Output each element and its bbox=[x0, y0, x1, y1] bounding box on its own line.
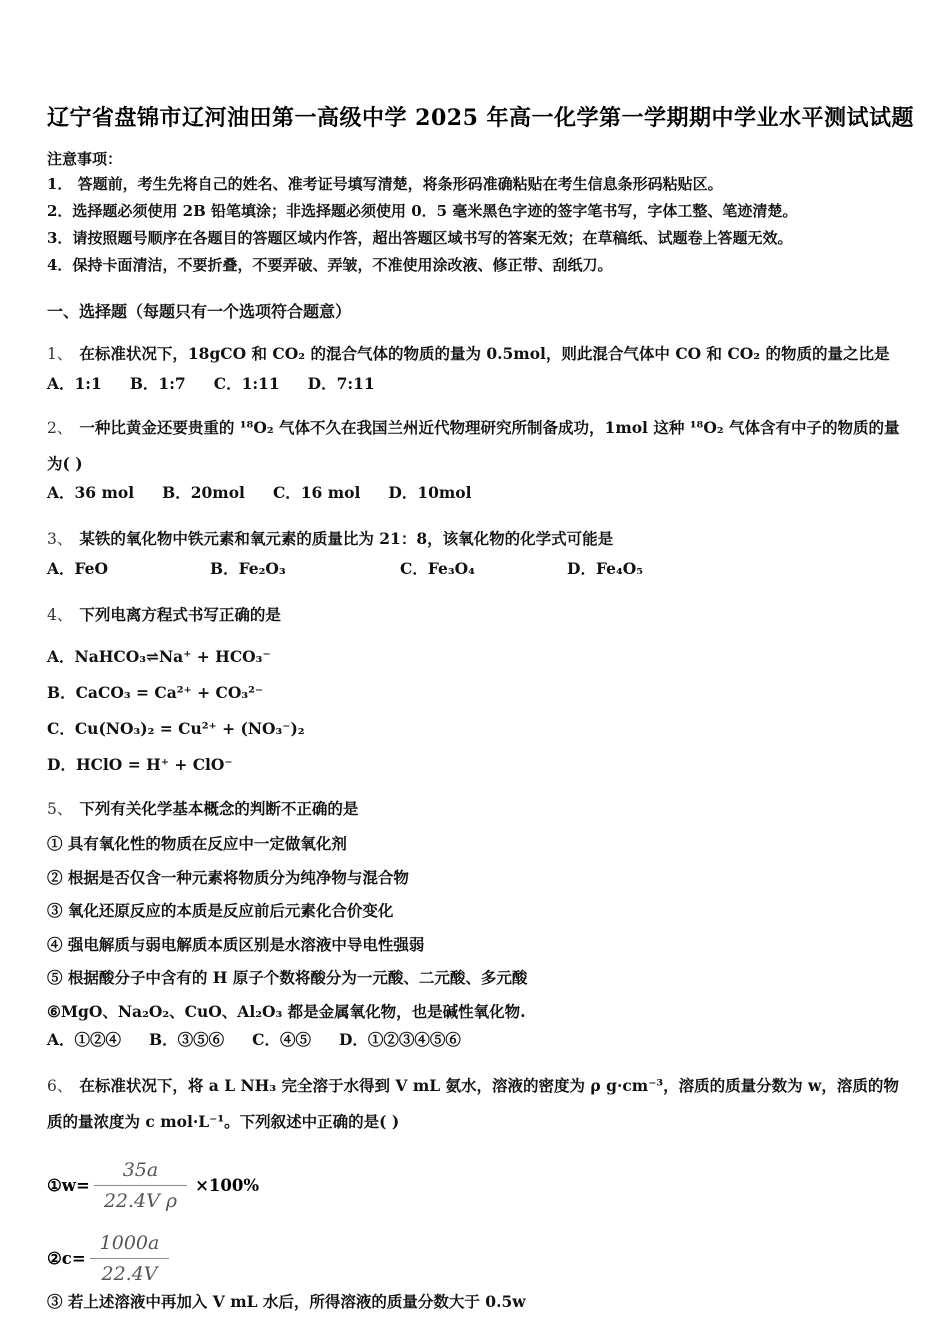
q5-options bbox=[47, 1028, 908, 1052]
q6-formula-c-numerator: 1000a bbox=[99, 1232, 160, 1254]
q6-formula-c-prefix: ②c= bbox=[47, 1249, 86, 1268]
q4-option-b: B．CaCO₃ = Ca²⁺ + CO₃²⁻ bbox=[47, 683, 264, 702]
q5-option-c: C．④⑤ bbox=[252, 1030, 311, 1049]
q6-stem: 在标准状况下，将 a L NH₃ 完全溶于水得到 V mL 氨水，溶液的密度为 ρ g·cm⁻³，溶质的质量分数为 w，溶质的物质的量浓度为 c mol·L⁻¹。下列叙述中正确的是( ) bbox=[47, 1076, 899, 1131]
question-5 bbox=[47, 791, 908, 1052]
q1-option-c: C．1:11 bbox=[213, 374, 280, 393]
q5-option-b: B．③⑤⑥ bbox=[149, 1030, 225, 1049]
q2-stem-line bbox=[47, 410, 908, 481]
fraction bbox=[94, 1159, 187, 1212]
q1-stem-line bbox=[47, 336, 908, 372]
q3-option-c: C．Fe₃O₄ bbox=[400, 559, 475, 578]
q3-option-a: A．FeO bbox=[47, 559, 109, 578]
notice-item: 4．保持卡面清洁，不要折叠，不要弄破、弄皱，不准使用涂改液、修正带、刮纸刀。 bbox=[47, 256, 613, 274]
q4-option-c: C．Cu(NO₃)₂ = Cu²⁺ + (NO₃⁻)₂ bbox=[47, 719, 305, 738]
q5-option-a: A．①②④ bbox=[47, 1030, 122, 1049]
q3-option-b: B．Fe₂O₃ bbox=[210, 559, 286, 578]
q5-statement-5: ⑤ 根据酸分子中含有的 H 原子个数将酸分为一元酸、二元酸、多元酸 bbox=[47, 968, 528, 987]
q5-statement-2: ② 根据是否仅含一种元素将物质分为纯净物与混合物 bbox=[47, 867, 409, 887]
fraction bbox=[90, 1232, 170, 1285]
q6-formula-w-numerator: 35a bbox=[122, 1159, 159, 1181]
q2-option-a: A．36 mol bbox=[47, 483, 135, 502]
q1-option-a: A．1:1 bbox=[47, 374, 102, 393]
q6-stem-line bbox=[47, 1068, 908, 1139]
q6-formula-w-suffix: ×100% bbox=[195, 1176, 260, 1195]
q5-statement-4: ④ 强电解质与弱电解质本质区别是水溶液中导电性强弱 bbox=[47, 934, 425, 954]
q5-stem-line bbox=[47, 791, 908, 827]
q5-stem: 下列有关化学基本概念的判断不正确的是 bbox=[79, 799, 359, 818]
q1-stem: 在标准状况下，18gCO 和 CO₂ 的混合气体的物质的量为 0.5mol，则此混合气体中 CO 和 CO₂ 的物质的量之比是 bbox=[79, 344, 890, 363]
q2-options bbox=[47, 481, 908, 505]
q6-formula-c-denominator: 22.4V bbox=[90, 1258, 170, 1285]
section-heading: 一、选择题（每题只有一个选项符合题意） bbox=[47, 302, 352, 321]
q6-formula-c bbox=[47, 1232, 908, 1285]
q4-number: 4、 bbox=[47, 606, 73, 624]
q3-stem: 某铁的氧化物中铁元素和氧元素的质量比为 21：8，该氧化物的化学式可能是 bbox=[79, 529, 614, 548]
q6-formula-w-prefix: ①w= bbox=[47, 1176, 90, 1195]
q5-statement-1: ① 具有氧化性的物质在反应中一定做氧化剂 bbox=[47, 834, 347, 853]
q4-option-a: A．NaHCO₃⇌Na⁺ + HCO₃⁻ bbox=[47, 647, 271, 666]
q3-stem-line bbox=[47, 521, 908, 557]
q6-number: 6、 bbox=[47, 1077, 73, 1095]
question-6 bbox=[47, 1068, 908, 1319]
q5-statement-3: ③ 氧化还原反应的本质是反应前后元素化合价变化 bbox=[47, 901, 394, 920]
q5-number: 5、 bbox=[47, 800, 73, 818]
q1-option-b: B．1:7 bbox=[129, 374, 186, 393]
notice-section bbox=[47, 148, 908, 279]
q1-options bbox=[47, 372, 908, 396]
q5-statement-6: ⑥MgO、Na₂O₂、CuO、Al₂O₃ 都是金属氧化物，也是碱性氧化物. bbox=[47, 1001, 526, 1021]
q3-option-d: D．Fe₄O₅ bbox=[567, 559, 644, 578]
page-title: 辽宁省盘锦市辽河油田第一高级中学 2025 年高一化学第一学期期中学业水平测试试题 bbox=[47, 105, 915, 131]
question-3 bbox=[47, 521, 908, 581]
q1-option-d: D．7:11 bbox=[307, 374, 375, 393]
question-1 bbox=[47, 336, 908, 396]
q6-statement-3: ③ 若上述溶液中再加入 V mL 水后，所得溶液的质量分数大于 0.5w bbox=[47, 1292, 526, 1311]
q2-number: 2、 bbox=[47, 419, 73, 437]
q2-option-b: B．20mol bbox=[162, 483, 245, 502]
q3-number: 3、 bbox=[47, 530, 73, 548]
q4-option-d: D．HClO = H⁺ + ClO⁻ bbox=[47, 755, 233, 774]
notice-item: 3．请按照题号顺序在各题目的答题区域内作答，超出答题区域书写的答案无效；在草稿纸、试题卷上答题无效。 bbox=[47, 229, 793, 247]
q2-option-c: C．16 mol bbox=[272, 483, 361, 502]
q5-option-d: D．①②③④⑤⑥ bbox=[338, 1030, 461, 1049]
notice-item: 2．选择题必须使用 2B 铅笔填涂；非选择题必须使用 0．5 毫米黑色字迹的签字笔书写，字体工整、笔迹清楚。 bbox=[47, 202, 798, 220]
q3-options bbox=[47, 557, 908, 581]
q2-option-d: D．10mol bbox=[388, 483, 472, 502]
q2-stem: 一种比黄金还要贵重的 ¹⁸O₂ 气体不久在我国兰州近代物理研究所制备成功，1mol 这种 ¹⁸O₂ 气体含有中子的物质的量为( ) bbox=[47, 418, 900, 473]
question-2 bbox=[47, 410, 908, 505]
notice-item: 1． 答题前，考生先将自己的姓名、准考证号填写清楚，将条形码准确粘贴在考生信息条形码粘贴区。 bbox=[47, 175, 723, 193]
q1-number: 1、 bbox=[47, 345, 73, 363]
notice-heading: 注意事项： bbox=[47, 150, 123, 168]
q4-stem: 下列电离方程式书写正确的是 bbox=[79, 605, 281, 624]
q4-stem-line bbox=[47, 597, 908, 633]
question-4 bbox=[47, 597, 908, 777]
q6-formula-w bbox=[47, 1159, 908, 1212]
q6-formula-w-denominator: 22.4V ρ bbox=[94, 1185, 187, 1212]
